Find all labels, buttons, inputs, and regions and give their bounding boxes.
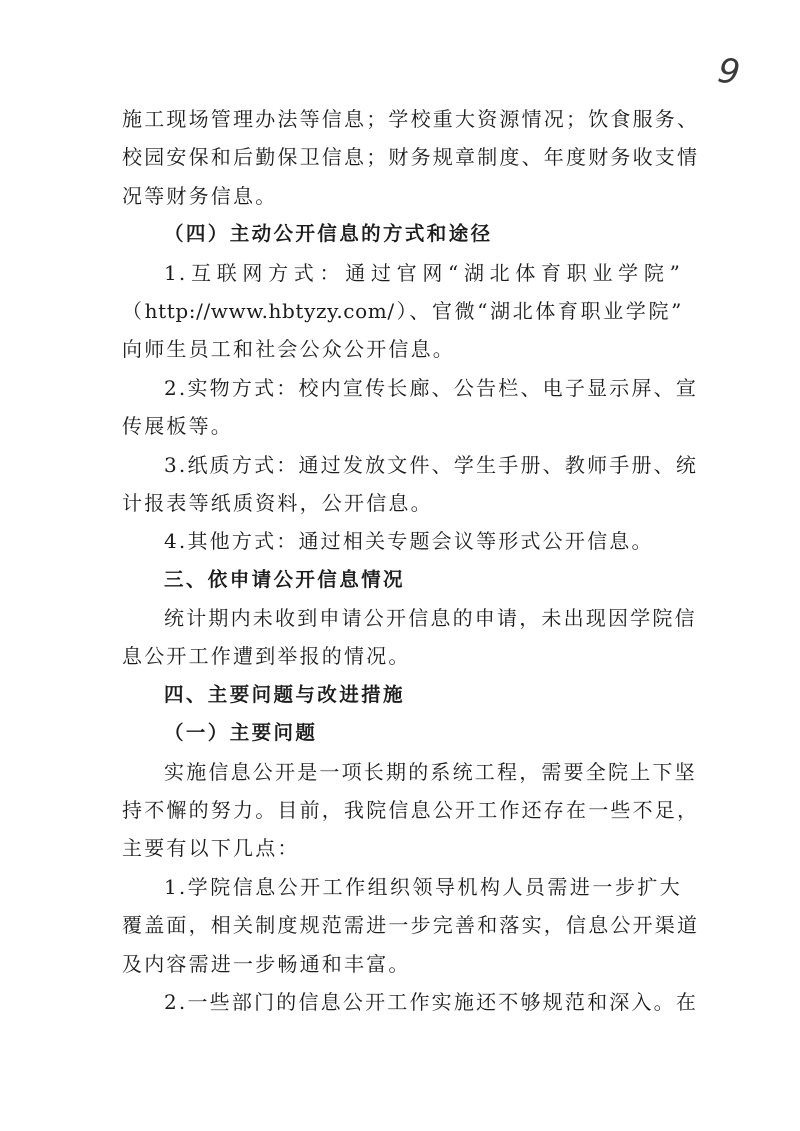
text-line: 覆盖面，相关制度规范需进一步完善和落实，信息公开渠道 (122, 913, 700, 938)
text-line: 息公开工作遭到举报的情况。 (122, 644, 411, 669)
text-line: 统计期内未收到申请公开信息的申请，未出现因学院信 (164, 606, 697, 631)
text-line: 计报表等纸质资料，公开信息。 (122, 490, 433, 515)
text-line: 实施信息公开是一项长期的系统工程，需要全院上下坚 (164, 759, 697, 784)
text-line: 2.实物方式：校内宣传长廊、公告栏、电子显示屏、宣 (164, 375, 699, 400)
handwritten-page-number: 9 (715, 50, 743, 94)
document-body (122, 100, 700, 1021)
text-line: 况等财务信息。 (122, 183, 278, 208)
section-heading-line: 三、依申请公开信息情况 (164, 567, 405, 591)
text-line: 1.互联网方式：通过官网“湖北体育职业学院” (164, 260, 682, 285)
text-line: 3.纸质方式：通过发放文件、学生手册、教师手册、统 (164, 452, 699, 477)
section-heading-line: （四）主动公开信息的方式和途径 (164, 222, 493, 246)
text-line: 向师生员工和社会公众公开信息。 (122, 337, 455, 362)
text-line: 主要有以下几点： (122, 836, 300, 861)
text-line: 持不懈的努力。目前，我院信息公开工作还存在一些不足， (122, 798, 700, 823)
text-line: （http://www.hbtyzy.com/）、官微“湖北体育职业学院” (122, 298, 682, 323)
text-line: 1.学院信息公开工作组织领导机构人员需进一步扩大 (164, 874, 682, 899)
text-line: 校园安保和后勤保卫信息；财务规章制度、年度财务收支情 (122, 145, 700, 170)
section-heading-line: （一）主要问题 (164, 721, 318, 745)
text-line: 2.一些部门的信息公开工作实施还不够规范和深入。在 (164, 989, 699, 1014)
section-heading-line: 四、主要问题与改进措施 (164, 682, 405, 706)
text-line: 及内容需进一步畅通和丰富。 (122, 951, 411, 976)
text-line: 施工现场管理办法等信息；学校重大资源情况；饮食服务、 (122, 107, 700, 131)
text-line: 传展板等。 (122, 414, 233, 439)
text-line: 4.其他方式：通过相关专题会议等形式公开信息。 (164, 529, 654, 554)
